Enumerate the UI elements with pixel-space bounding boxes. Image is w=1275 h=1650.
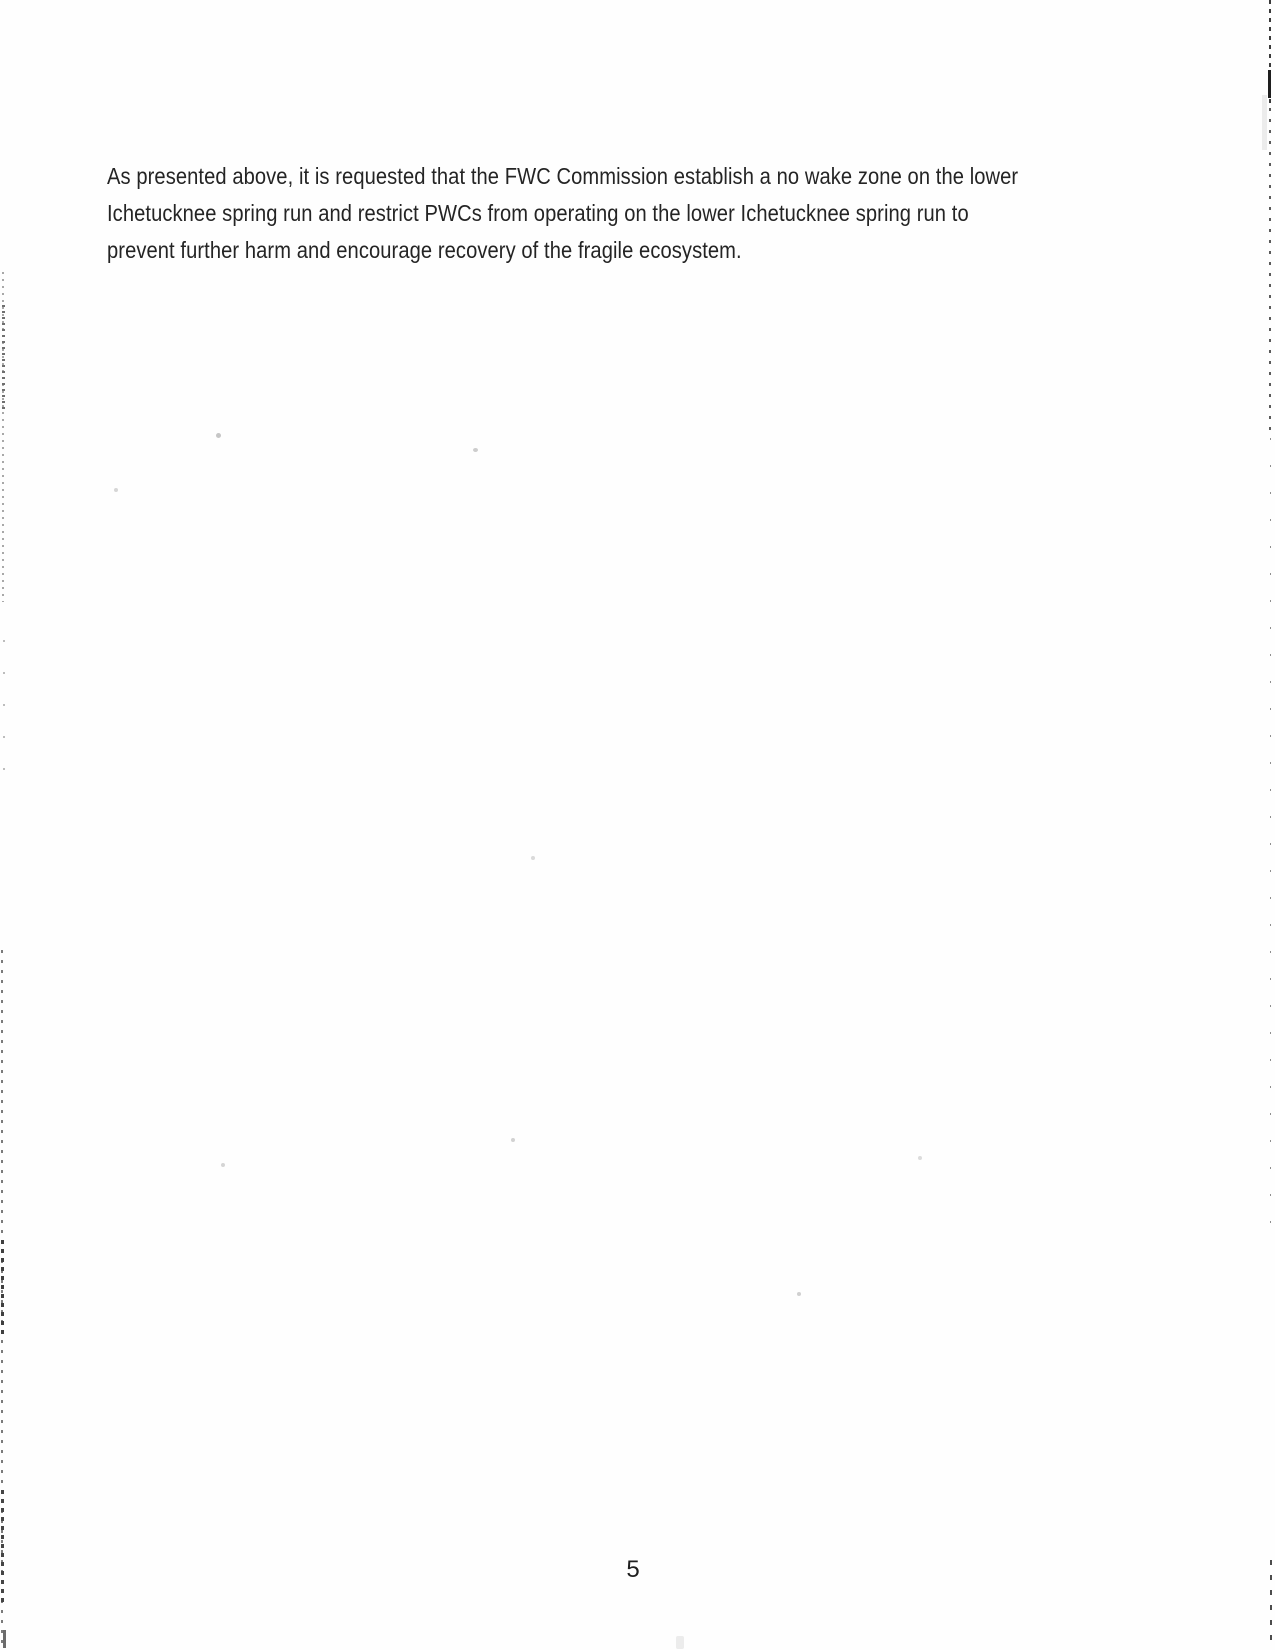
scan-speck xyxy=(114,488,118,492)
scan-speck-bleedthrough xyxy=(676,1636,684,1649)
body-paragraph xyxy=(107,158,1087,269)
scan-speck xyxy=(918,1156,922,1160)
scan-speck xyxy=(511,1138,515,1142)
page-number: 5 xyxy=(626,1556,640,1583)
scan-artifact-right-smudge xyxy=(1262,95,1267,150)
scan-speck xyxy=(221,1163,225,1167)
scan-artifact-right-dark-dash xyxy=(1268,70,1271,98)
scan-artifact-left-bottom-tick xyxy=(3,1630,6,1648)
scan-artifact-left-dark-segment-1 xyxy=(1,1240,4,1335)
scan-speck xyxy=(531,856,535,860)
scan-artifact-left-dotted-line-upper-dark xyxy=(2,305,5,410)
scan-artifact-right-dashed-line-top xyxy=(1269,0,1271,108)
scan-artifact-left-dotted-line-upper xyxy=(2,272,4,602)
scan-artifact-right-dashed-line-bottom xyxy=(1270,1560,1272,1650)
paragraph-line-1: As presented above, it is requested that the FWC Commission establish a no wake zone on the lower xyxy=(107,163,1019,189)
scan-artifact-left-dotted-line-lower xyxy=(1,950,3,1650)
scan-artifact-right-dotted-line-lower xyxy=(1270,438,1271,1248)
paragraph-line-2: Ichetucknee spring run and restrict PWCs from operating on the lower Ichetucknee spring run to xyxy=(107,200,969,226)
scan-artifact-right-dashed-line-mid xyxy=(1269,108,1271,438)
scan-artifact-left-dark-segment-2 xyxy=(1,1490,4,1605)
scan-speck xyxy=(216,433,221,438)
scan-speck xyxy=(797,1292,801,1296)
paragraph-line-3: prevent further harm and encourage recovery of the fragile ecosystem. xyxy=(107,237,742,263)
scan-speck xyxy=(473,448,478,452)
scan-artifact-left-dotted-line-mid xyxy=(3,640,5,780)
